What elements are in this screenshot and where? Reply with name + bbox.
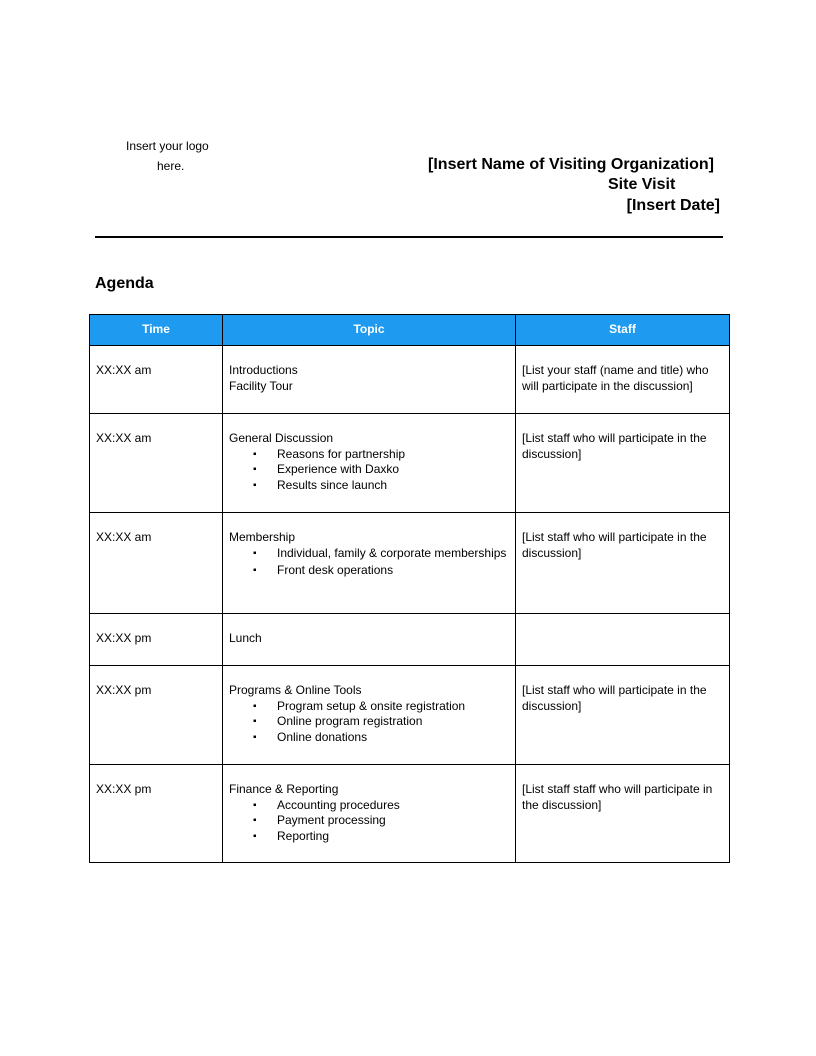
staff-cell: [List staff who will participate in the discussion] [516,414,730,513]
list-item: ▪ Online donations [277,730,509,746]
table-row [90,614,730,666]
column-header-topic: Topic [223,315,516,346]
topic-title-line2: Facility Tour [229,378,293,393]
time-cell: XX:XX pm [90,614,223,666]
list-item: ▪ Online program registration [277,714,509,730]
time-cell: XX:XX pm [90,765,223,863]
site-visit-subtitle: Site Visit [608,176,676,193]
list-item: ▪ Program setup & onsite registration [277,699,509,715]
staff-cell [516,614,730,666]
column-header-time: Time [90,315,223,346]
topic-bullet-list [229,798,509,845]
topic-title: Programs & Online Tools [229,683,362,697]
topic-cell [223,614,516,666]
list-item: ▪ Results since launch [277,478,509,494]
table-row [90,513,730,614]
staff-cell: [List your staff (name and title) who will participate in the discussion] [516,346,730,414]
list-item: ▪ Accounting procedures [277,798,509,814]
topic-bullet-list [229,699,509,746]
organization-title: [Insert Name of Visiting Organization] [428,156,714,173]
list-item: ▪ Front desk operations [277,563,509,579]
topic-title: General Discussion [229,431,334,445]
topic-title: Finance & Reporting [229,782,339,796]
table-row [90,346,730,414]
time-cell: XX:XX pm [90,666,223,765]
agenda-table [89,314,730,863]
list-item: ▪ Individual, family & corporate memberships [277,546,509,562]
agenda-heading: Agenda [95,275,154,292]
topic-title: Introductions [229,363,298,377]
visit-date: [Insert Date] [626,197,720,214]
staff-cell: [List staff staff who will participate in the discussion] [516,765,730,863]
topic-title: Lunch [229,631,262,645]
table-header-row [90,315,730,346]
staff-cell: [List staff who will participate in the discussion] [516,666,730,765]
column-header-staff: Staff [516,315,730,346]
list-item: ▪ Payment processing [277,813,509,829]
list-item: ▪ Reasons for partnership [277,447,509,463]
topic-cell [223,765,516,863]
time-cell: XX:XX am [90,346,223,414]
topic-cell [223,666,516,765]
topic-bullet-list [229,546,509,579]
topic-cell [223,513,516,614]
header-divider [95,236,723,238]
topic-cell [223,346,516,414]
time-cell: XX:XX am [90,513,223,614]
topic-bullet-list [229,447,509,494]
table-row [90,666,730,765]
table-row [90,414,730,513]
time-cell: XX:XX am [90,414,223,513]
logo-placeholder-line1: Insert your logo [126,139,209,153]
table-row [90,765,730,863]
list-item: ▪ Experience with Daxko [277,462,509,478]
topic-title: Membership [229,530,296,544]
staff-cell: [List staff who will participate in the discussion] [516,513,730,614]
logo-placeholder-line2: here. [157,159,185,173]
topic-cell [223,414,516,513]
list-item: ▪ Reporting [277,829,509,845]
